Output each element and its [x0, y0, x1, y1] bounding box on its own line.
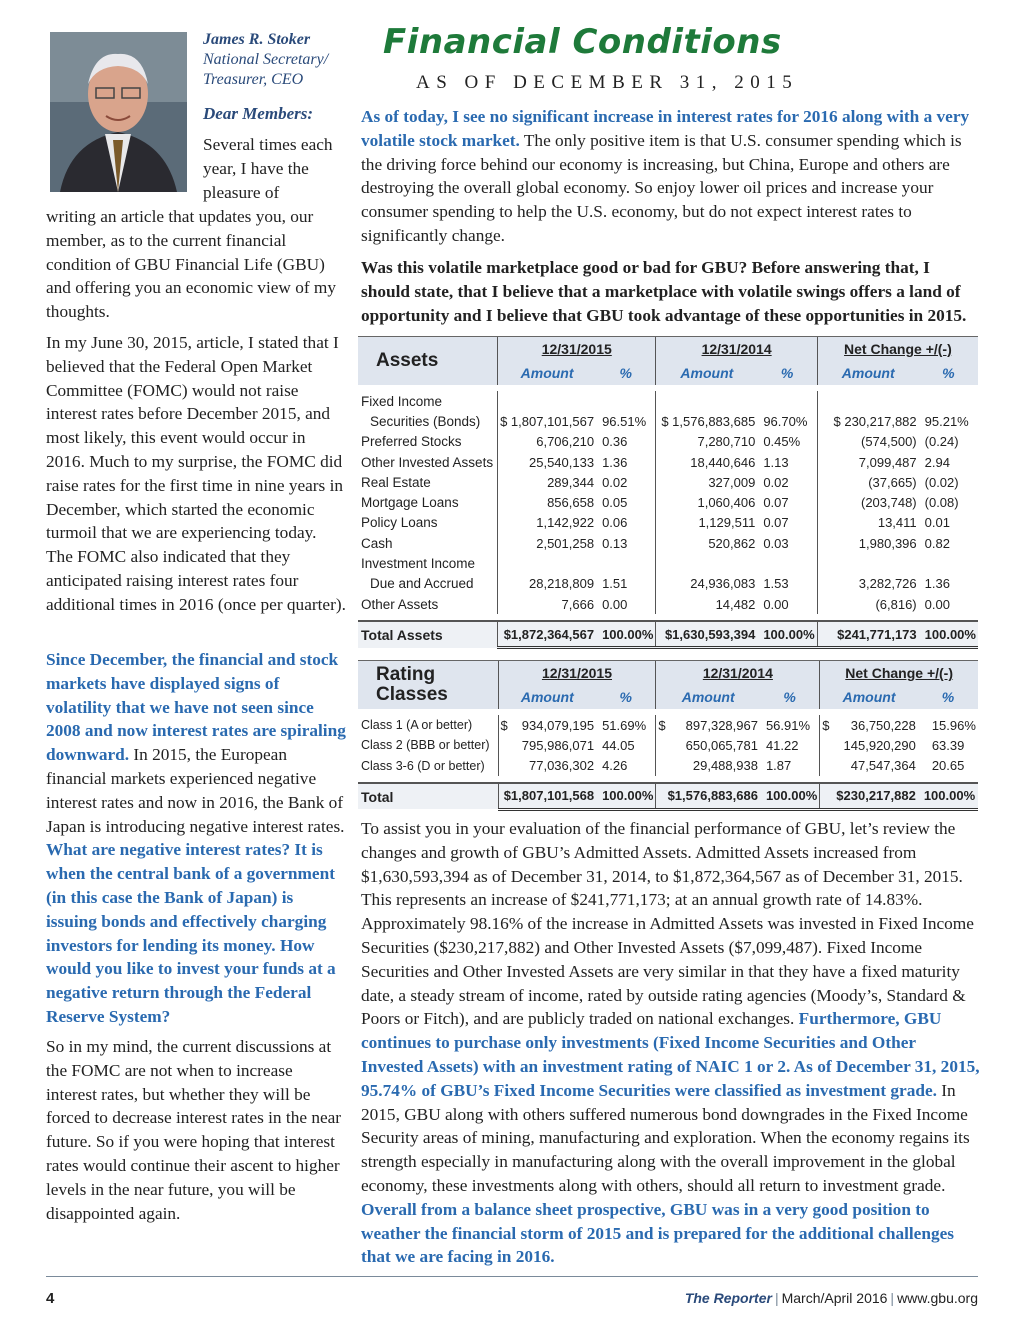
page-number: 4 — [46, 1290, 55, 1307]
author-name: James R. Stoker — [203, 31, 311, 48]
amount-header: Amount — [656, 361, 757, 385]
table-row: Class 3-6 (D or better) 77,036,302 4.26 29,488,938 1.87 47,547,364 20.65 — [358, 756, 978, 776]
period-header: 12/31/2014 — [701, 341, 772, 357]
admitted-assets-paragraph — [361, 817, 981, 1269]
table-row: Fixed Income — [358, 391, 978, 411]
highlight-text: Furthermore, GBU continues to purchase only investments (Fixed Income Securities and Other Invested Assets) with an investment rating of NAIC 1 or 2. As of December 31, 2015, 95.74% of GBU’s Fixed Income Securities were classified as investment grade. — [361, 1009, 980, 1100]
author-photo — [50, 32, 187, 192]
table-row: Cash 2,501,258 0.13 520,862 0.03 1,980,396 0.82 — [358, 533, 978, 553]
body-text: The only positive item is that U.S. consumer spending which is the driving force behind our economy is increasing, but China, Europe and others are destroying the overall global economy. So enjoy lower oil prices and increase your consumer spending to help the U.S. economy, but do not expect interest rates to significantly change. — [361, 130, 962, 245]
amount-header: Amount — [498, 685, 596, 709]
table-row: Other Invested Assets 25,540,133 1.36 18,440,646 1.13 7,099,487 2.94 — [358, 452, 978, 472]
total-row: Total Assets $1,872,364,567 100.00% $1,630,593,394 100.00% $241,771,173 100.00% — [358, 621, 978, 648]
issue-date: March/April 2016 — [781, 1290, 888, 1306]
intro-paragraph-start: Several times each year, I have the pleasure of — [203, 135, 333, 202]
table-row: Investment Income — [358, 553, 978, 573]
highlight-text: Overall from a balance sheet prospective, GBU was in a very good position to weather the financial storm of 2015 and is prepared for the additional challenges that we are facing in 2016. — [361, 1199, 955, 1267]
highlight-text: Since December, the financial and stock markets have displayed signs of volatility that we have not seen since 2008 and now interest rates are spiraling downward. — [46, 650, 346, 765]
outlook-paragraph — [361, 105, 981, 248]
table-row: Preferred Stocks 6,706,210 0.36 7,280,710 0.45% (574,500) (0.24) — [358, 432, 978, 452]
fomc-paragraph: In my June 30, 2015, article, I stated that I believed that the Federal Open Market Committee (FOMC) would not raise interest rates before December 2015, and most likely, this event would occur in 2016. Much to my surprise, the FOMC did raise rates for the first time in nine years in December, which started the economic turmoil that we are experiencing today. The FOMC also indicated that they anticipated raising interest rates four additional times in 2016 (once per quarter). — [46, 333, 346, 614]
body-text: In 2015, the European financial markets experienced negative interest rates and now in 2016, the Bank of Japan is introducing negative interest rates. — [46, 745, 345, 836]
period-header: 12/31/2015 — [541, 665, 613, 681]
page-title: Financial Conditions — [383, 22, 782, 62]
amount-header: Amount — [817, 361, 918, 385]
body-text: To assist you in your evaluation of the financial performance of GBU, let’s review the changes and growth of GBU’s Admitted Assets. Admitted Assets increased from $1,630,593,394 as of December 31, 2014, to $1,872,364,567 as of December 31, 2015. This represents an increase of $241,771,173; at an annual growth rate of 14.83%. Approximately 98.16% of the increase in Admitted Assets was invested in Fixed Income Securities ($230,217,882) and Other Invested Assets ($7,099,487). Fixed Income Securities and Other Invested Assets are very similar in that they have a fixed maturity date, a steady stream of income, rated by outside rating agencies (Moody’s, Standard & Poors or Fitch), and are publicly traded on national exchanges. — [361, 819, 974, 1029]
table-row: Securities (Bonds) $ 1,807,101,567 96.51% $ 1,576,883,685 96.70% $ 230,217,882 95.21% — [358, 411, 978, 431]
intro-paragraph-cont: writing an article that updates you, our member, as to the current financial condition of GBU Financial Life (GBU) and offering you an economic view of my thoughts. — [46, 207, 337, 322]
table-row: Mortgage Loans 856,658 0.05 1,060,406 0.07 (203,748) (0.08) — [358, 492, 978, 512]
rating-table-title: Rating Classes — [376, 664, 448, 705]
period-header: 12/31/2015 — [541, 341, 612, 357]
footer: The Reporter | March/April 2016 | www.gbu.org — [684, 1290, 978, 1306]
table-row: Other Assets 7,666 0.00 14,482 0.00 (6,816) 0.00 — [358, 594, 978, 614]
amount-header: Amount — [656, 685, 760, 709]
highlight-text: What are negative interest rates? It is when the central bank of a government (in this case the Bank of Japan) is issuing bonds and effectively charging investors for lending its money. How would you like to invest your funds at a negative return through the Federal Reserve System? — [46, 840, 336, 1026]
total-row: Total $1,807,101,568 100.00% $1,576,883,686 100.00% $230,217,882 100.00% — [358, 783, 978, 810]
period-header: Net Change +/(-) — [844, 341, 952, 357]
negative-rates-paragraph — [46, 648, 346, 1029]
author-title-line1: National Secretary/ — [203, 51, 329, 68]
amount-header: Amount — [820, 685, 918, 709]
rating-classes-table — [358, 661, 978, 811]
marketplace-paragraph: Was this volatile marketplace good or bad for GBU? Before answering that, I should state, that I believe that a marketplace with volatile swings offers a land of opportunity and I believe that GBU took advantage of these opportunities in 2015. — [361, 258, 967, 325]
author-byline — [203, 30, 353, 90]
table-row: Due and Accrued 28,218,809 1.51 24,936,083 1.53 3,282,726 1.36 — [358, 574, 978, 594]
table-row: Real Estate 289,344 0.02 327,009 0.02 (37,665) (0.02) — [358, 472, 978, 492]
pct-header: % — [619, 365, 632, 381]
assets-table — [358, 337, 978, 649]
period-header: 12/31/2014 — [702, 665, 773, 681]
pct-header: % — [783, 689, 796, 705]
table-row: Class 1 (A or better) $ 934,079,195 51.69% $ 897,328,967 56.91% $ 36,750,228 15.96% — [358, 715, 978, 735]
highlight-text: As of today, I see no significant increase in interest rates for 2016 along with a very volatile stock market. — [361, 107, 970, 150]
pct-header: % — [942, 365, 955, 381]
amount-header: Amount — [498, 361, 596, 385]
body-text: In 2015, GBU along with others suffered numerous bond downgrades in the Fixed Income Security areas of mining, manufacturing and exploration. When the economy regains its strength especially in manufacturing along with the overall improvement in the global economy, these investments along with others, should all return to investment grade. — [361, 1080, 970, 1195]
author-title-line2: Treasurer, CEO — [203, 71, 304, 88]
publication-name: The Reporter — [684, 1290, 772, 1306]
table-row: Class 2 (BBB or better) 795,986,071 44.05 650,065,781 41.22 145,920,290 63.39 — [358, 735, 978, 755]
fomc-outlook-paragraph: So in my mind, the current discussions at the FOMC are not when to increase interest rates, but whether they will be forced to decrease interest rates in the near future. So if you were hoping that interest rates would continue their ascent to higher levels in the near future, you will be disappointed again. — [46, 1037, 342, 1223]
pct-header: % — [619, 689, 632, 705]
period-header: Net Change +/(-) — [845, 665, 954, 681]
pct-header: % — [941, 689, 955, 705]
website-link[interactable]: www.gbu.org — [897, 1290, 978, 1306]
pct-header: % — [780, 365, 794, 381]
page-subtitle: AS OF DECEMBER 31, 2015 — [416, 72, 799, 93]
salutation: Dear Members: — [203, 104, 314, 123]
assets-table-title: Assets — [376, 350, 439, 371]
table-row: Policy Loans 1,142,922 0.06 1,129,511 0.07 13,411 0.01 — [358, 513, 978, 533]
footer-divider — [46, 1276, 978, 1277]
